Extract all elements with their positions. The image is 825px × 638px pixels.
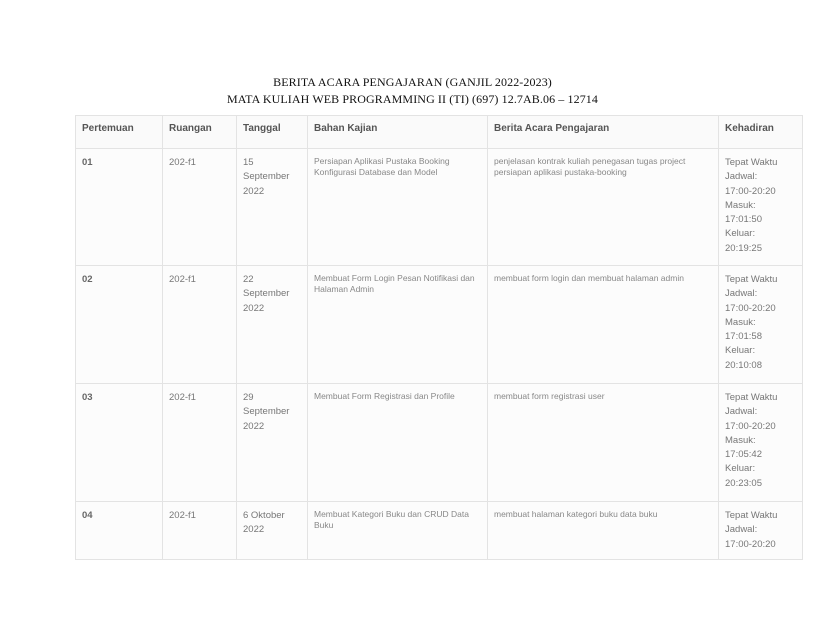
kehadiran-keluar-value: 20:10:08	[725, 359, 762, 371]
kehadiran-keluar-label: Keluar:	[725, 463, 756, 475]
tanggal-cell: 29 September 2022	[237, 384, 308, 502]
kehadiran-keluar-value: 20:19:25	[725, 242, 762, 254]
kehadiran-jadwal-value: 17:00-20:20	[725, 302, 776, 314]
kehadiran-cell	[719, 502, 803, 560]
berita-acara-cell: membuat halaman kategori buku data buku	[488, 502, 719, 560]
berita-acara-cell: membuat form login dan membuat halaman admin	[488, 266, 719, 384]
kehadiran-status: Tepat Waktu	[725, 510, 778, 521]
tanggal-cell: 15 September 2022	[237, 149, 308, 266]
column-header-bahan-kajian: Bahan Kajian	[308, 116, 488, 149]
kehadiran-masuk-value: 17:05:42	[725, 449, 762, 461]
document-title: BERITA ACARA PENGAJARAN (GANJIL 2022-2023)	[273, 75, 552, 89]
kehadiran-keluar-value: 20:23:05	[725, 477, 762, 489]
kehadiran-jadwal-value: 17:00-20:20	[725, 538, 776, 550]
kehadiran-cell	[719, 384, 803, 502]
kehadiran-cell	[719, 266, 803, 384]
tanggal-cell: 6 Oktober 2022	[237, 502, 308, 560]
kehadiran-status: Tepat Waktu	[725, 274, 778, 285]
ruangan-cell: 202-f1	[163, 502, 237, 560]
table-row	[76, 266, 803, 384]
bahan-kajian-cell: Membuat Form Registrasi dan Profile	[308, 384, 488, 502]
tanggal-cell: 22 September 2022	[237, 266, 308, 384]
kehadiran-jadwal-label: Jadwal:	[725, 524, 758, 536]
bahan-kajian-cell: Membuat Form Login Pesan Notifikasi dan Halaman Admin	[308, 266, 488, 384]
kehadiran-masuk-value: 17:01:58	[725, 331, 762, 343]
kehadiran-masuk-label: Masuk:	[725, 316, 756, 328]
attendance-table	[75, 115, 803, 560]
kehadiran-cell	[719, 149, 803, 266]
pertemuan-cell: 04	[76, 502, 163, 560]
ruangan-cell: 202-f1	[163, 149, 237, 266]
kehadiran-jadwal-label: Jadwal:	[725, 288, 758, 300]
bahan-kajian-cell: Membuat Kategori Buku dan CRUD Data Buku	[308, 502, 488, 560]
table-row	[76, 149, 803, 266]
kehadiran-jadwal-value: 17:00-20:20	[725, 185, 776, 197]
column-header-berita-acara: Berita Acara Pengajaran	[488, 116, 719, 149]
ruangan-cell: 202-f1	[163, 384, 237, 502]
kehadiran-masuk-label: Masuk:	[725, 434, 756, 446]
column-header-pertemuan: Pertemuan	[76, 116, 163, 149]
table-row	[76, 384, 803, 502]
kehadiran-jadwal-value: 17:00-20:20	[725, 420, 776, 432]
kehadiran-masuk-label: Masuk:	[725, 199, 756, 211]
kehadiran-keluar-label: Keluar:	[725, 228, 756, 240]
table-row	[76, 502, 803, 560]
kehadiran-status: Tepat Waktu	[725, 157, 778, 168]
bahan-kajian-cell: Persiapan Aplikasi Pustaka Booking Konfigurasi Database dan Model	[308, 149, 488, 266]
document-subtitle: MATA KULIAH WEB PROGRAMMING II (TI) (697) 12.7AB.06 – 12714	[226, 92, 599, 106]
pertemuan-cell: 01	[76, 149, 163, 266]
kehadiran-jadwal-label: Jadwal:	[725, 406, 758, 418]
kehadiran-status: Tepat Waktu	[725, 392, 778, 403]
berita-acara-cell: penjelasan kontrak kuliah penegasan tugas project persiapan aplikasi pustaka-booking	[488, 149, 719, 266]
kehadiran-masuk-value: 17:01:50	[725, 214, 762, 226]
ruangan-cell: 202-f1	[163, 266, 237, 384]
table-header-row	[76, 116, 803, 149]
kehadiran-jadwal-label: Jadwal:	[725, 171, 758, 183]
pertemuan-cell: 02	[76, 266, 163, 384]
kehadiran-keluar-label: Keluar:	[725, 345, 756, 357]
pertemuan-cell: 03	[76, 384, 163, 502]
column-header-ruangan: Ruangan	[163, 116, 237, 149]
column-header-kehadiran: Kehadiran	[719, 116, 803, 149]
column-header-tanggal: Tanggal	[237, 116, 308, 149]
berita-acara-cell: membuat form registrasi user	[488, 384, 719, 502]
